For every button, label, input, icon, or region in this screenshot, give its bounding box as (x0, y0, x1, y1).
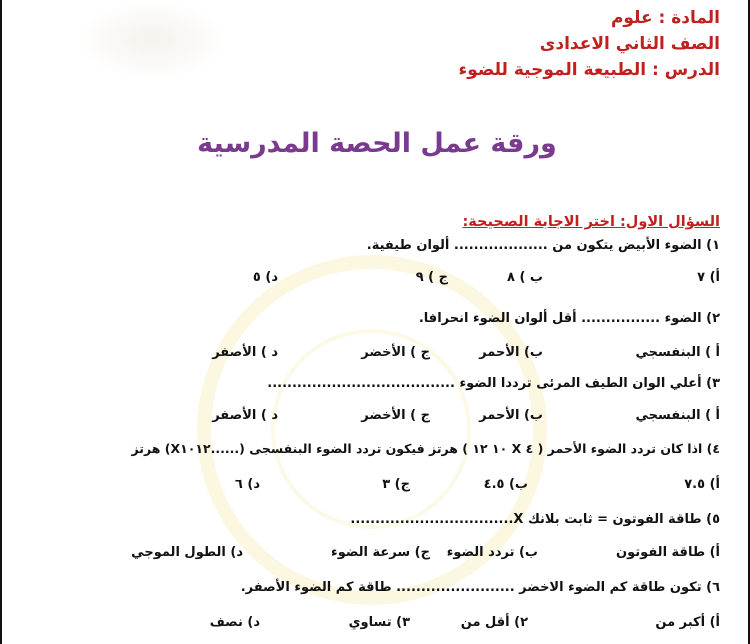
q3-option-d: د ) الأصفر (212, 408, 278, 423)
q1-option-c: ج ) ٩ (415, 270, 448, 285)
q1-option-d: د) ٥ (252, 270, 278, 285)
q5-option-c: ج) سرعة الضوء (331, 545, 430, 560)
q2-option-c: ج ) الأخضر (361, 345, 430, 360)
q3-option-a: أ ) البنفسجي (635, 408, 720, 423)
q5-option-a: أ) طاقة الفوتون (616, 545, 720, 560)
background-watermark-figure (77, 0, 227, 80)
question-6: ٦) تكون طاقة كم الضوء الاخضر ........................ طاقة كم الضوء الأصفر. (240, 580, 720, 595)
q1-option-b: ب ) ٨ (507, 270, 543, 285)
question-1: ١) الضوء الأبيض يتكون من ................... ألوان طيفية. (366, 238, 720, 253)
question-4: ٤) اذا كان تردد الضوء الأحمر ( ٤ X ١٠ ١٢ ) هرتز فيكون تردد الضوء البنفسجى (......X١٠١٢) هرتز (131, 441, 720, 456)
q2-option-d: د ) الأصفر (212, 345, 278, 360)
q4-option-d: د) ٦ (234, 477, 260, 492)
q4-option-c: ج) ٣ (382, 477, 410, 492)
question-2: ٢) الضوء ................ أقل ألوان الضوء انحرافا. (418, 311, 720, 326)
q4-option-a: أ) ٧.٥ (684, 477, 720, 492)
worksheet-title: ورقة عمل الحصة المدرسية (197, 128, 557, 159)
q6-option-c: ٣) تساوي (348, 615, 410, 630)
grade-label: الصف الثاني الاعدادى (539, 34, 720, 54)
q6-option-a: أ) أكبر من (655, 615, 720, 630)
q2-option-a: أ ) البنفسجي (635, 345, 720, 360)
q6-option-d: د) نصف (209, 615, 260, 630)
q6-option-b: ٢) أقل من (460, 615, 528, 630)
lesson-label: الدرس : الطبيعة الموجية للضوء (458, 60, 720, 80)
q3-option-b: ب) الأحمر (479, 408, 543, 423)
question-5: ٥) طاقة الفوتون = ثابت بلانك X................................. (350, 512, 720, 527)
q5-option-b: ب) تردد الضوء (446, 545, 538, 560)
q4-option-b: ب) ٤.٥ (483, 477, 528, 492)
q3-option-c: ج ) الأخضر (361, 408, 430, 423)
question-3: ٣) أعلي الوان الطيف المرئى ترددا الضوء ...................................... (267, 376, 720, 391)
q5-option-d: د) الطول الموجي (131, 545, 243, 560)
section-title: السؤال الاول: اختر الاجابة الصحيحة: (462, 214, 720, 230)
q1-option-a: أ) ٧ (697, 270, 720, 285)
subject-label: المادة : علوم (610, 8, 720, 28)
q2-option-b: ب) الأحمر (479, 345, 543, 360)
